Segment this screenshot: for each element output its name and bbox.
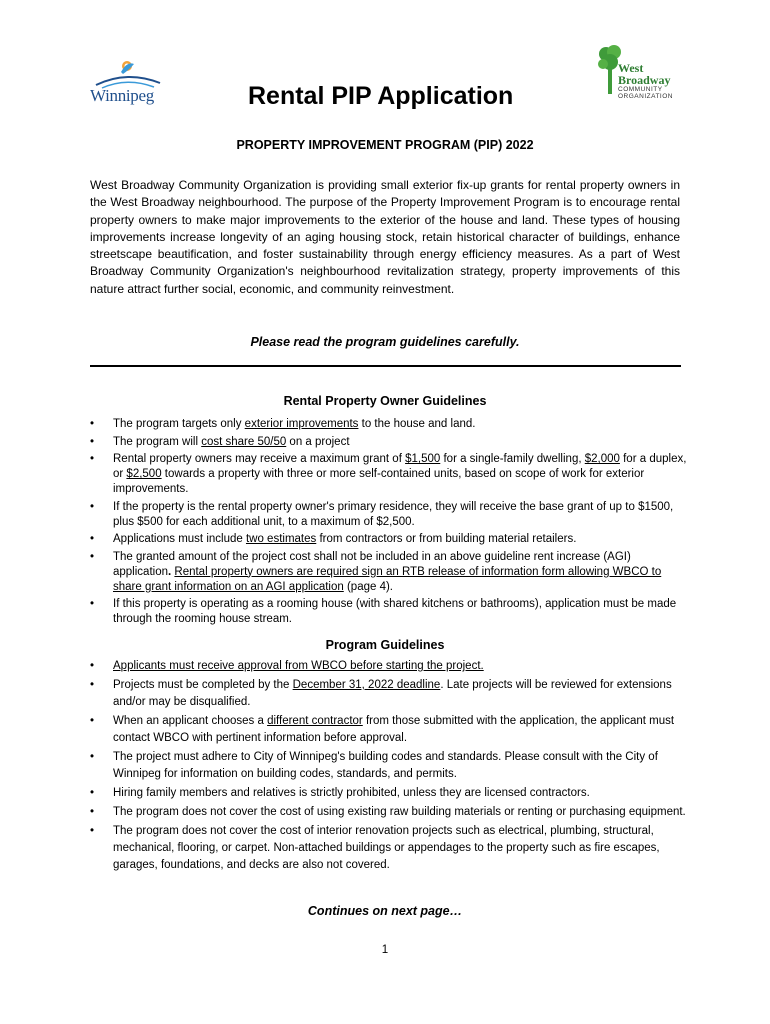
- list-item: • The program will cost share 50/50 on a project: [90, 435, 690, 450]
- list-item: • Applications must include two estimates from contractors or from building material retailers.: [90, 532, 690, 547]
- wb-wordmark: West Broadway: [618, 61, 671, 87]
- program-guidelines-heading: Program Guidelines: [325, 638, 445, 652]
- continues-note: Continues on next page…: [307, 904, 463, 918]
- owner-guidelines-heading: Rental Property Owner Guidelines: [283, 394, 487, 408]
- winnipeg-wordmark: Winnipeg: [90, 86, 154, 105]
- page-number: 1: [381, 944, 389, 956]
- list-item: • If the property is the rental property owner's primary residence, they will receive the base grant of up to $1500, plus $500 for each additional unit, to a maximum of $2,500.: [90, 500, 690, 530]
- list-item: • The granted amount of the project cost shall not be included in an above guideline rent increase (AGI) application. Rental property owners are required sign an RTB release of information form allowing WBCO to share grant information on an AGI application (page 4).: [90, 550, 690, 595]
- intro-paragraph: West Broadway Community Organization is providing small exterior fix-up grants for rental property owners in the West Broadway neighbourhood. The purpose of the Property Improvement Program is to encourage rental property owners to make major improvements to the exterior of the house and land. These types of housing improvements increase longevity of an aging housing stock, retain historical character of buildings, enhance streetscape beautification, and foster sustainability through energy efficiency measures. As a part of West Broadway Community Organization's neighbourhood revitalization strategy, property improvements of this nature attract further social, economic, and community reinvestment.: [90, 178, 680, 296]
- list-item: • The project must adhere to City of Winnipeg's building codes and standards. Please consult with the City of Winnipeg for information on building codes, standards, and permits.: [90, 749, 690, 784]
- list-item: • If this property is operating as a rooming house (with shared kitchens or bathrooms), application must be made through the rooming house stream.: [90, 597, 690, 627]
- list-item: • Applicants must receive approval from WBCO before starting the project.: [90, 658, 690, 675]
- west-broadway-logo: [598, 44, 688, 110]
- list-item: • Hiring family members and relatives is strictly prohibited, unless they are licensed contractors.: [90, 785, 690, 802]
- list-item: • The program targets only exterior improvements to the house and land.: [90, 417, 690, 432]
- wb-subtitle: COMMUNITY ORGANIZATION: [618, 86, 673, 100]
- list-item: • Projects must be completed by the December 31, 2022 deadline. Late projects will be reviewed for extensions and/or may be disqualified.: [90, 677, 690, 712]
- list-item: • The program does not cover the cost of interior renovation projects such as electrical, plumbing, structural, mechanical, flooring, or carpet. Non-attached buildings or appendages to the property such as fire escapes, garages, foundations, and decks are also not covered.: [90, 823, 690, 875]
- owner-guidelines-list: [90, 417, 690, 630]
- list-item: • When an applicant chooses a different contractor from those submitted with the application, the applicant must contact WBCO with pertinent information before approval.: [90, 713, 690, 748]
- program-guidelines-list: [90, 658, 690, 876]
- list-item: • Rental property owners may receive a maximum grant of $1,500 for a single-family dwelling, $2,000 for a duplex, or $2,500 towards a property with three or more self-contained units, based on scope of work for exterior improvements.: [90, 452, 690, 497]
- list-item: • The program does not cover the cost of using existing raw building materials or renting or purchasing equipment.: [90, 804, 690, 821]
- page-title: Rental PIP Application: [248, 82, 514, 110]
- winnipeg-logo: [90, 52, 165, 112]
- program-subtitle: PROPERTY IMPROVEMENT PROGRAM (PIP) 2022: [236, 138, 534, 152]
- section-divider: [90, 365, 681, 367]
- please-read-note: Please read the program guidelines carefully.: [250, 335, 520, 349]
